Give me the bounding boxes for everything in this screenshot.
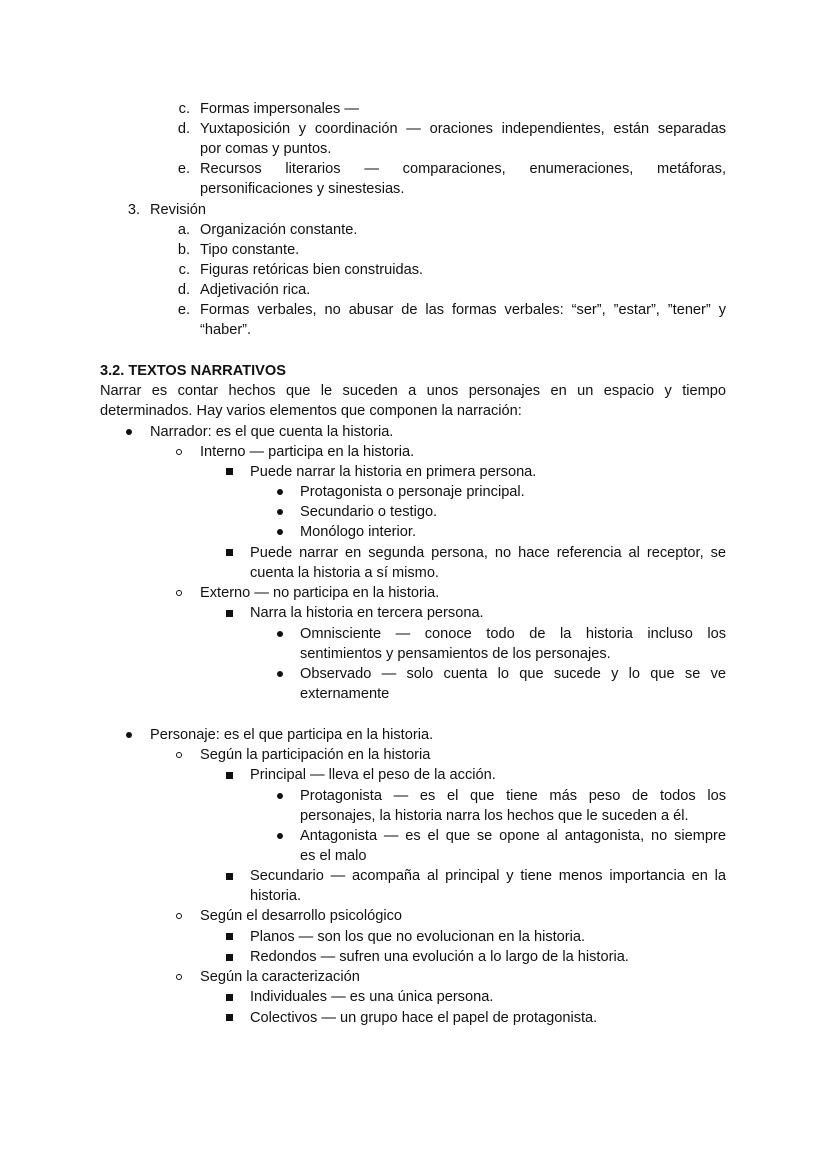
- list-marker: b.: [177, 242, 190, 258]
- list-item-externo: Externo — no participa en la historia.: [200, 585, 440, 601]
- list-item: Narra la historia en tercera persona.: [250, 605, 484, 621]
- list-item: Redondos — sufren una evolución a lo largo de la historia.: [250, 949, 629, 965]
- list-item: Organización constante.: [200, 222, 358, 238]
- list-item-continuation: sentimientos y pensamientos de los personajes.: [300, 646, 611, 662]
- list-item-continuation: “haber”.: [200, 322, 252, 338]
- list-item: Individuales — es una única persona.: [250, 989, 494, 1005]
- bullet-circle-icon: [176, 974, 182, 980]
- list-item: Omnisciente — conoce todo de la historia incluso los: [300, 626, 726, 642]
- list-item: Secundario — acompaña al principal y tiene menos importancia en la: [250, 868, 726, 884]
- bullet-square-icon: [226, 610, 233, 617]
- bullet-square-icon: [226, 549, 233, 556]
- bullet-square-icon: [226, 772, 233, 779]
- list-item: Secundario o testigo.: [300, 504, 438, 520]
- bullet-square-icon: [226, 954, 233, 961]
- list-item-revision: Revisión: [150, 202, 206, 218]
- list-item-interno: Interno — participa en la historia.: [200, 444, 415, 460]
- list-item: Tipo constante.: [200, 242, 300, 258]
- list-item: Puede narrar en segunda persona, no hace referencia al receptor, se: [250, 545, 726, 561]
- intro-paragraph-continuation: determinados. Hay varios elementos que componen la narración:: [100, 403, 522, 419]
- bullet-circle-icon: [176, 752, 182, 758]
- list-item: Planos — son los que no evolucionan en la historia.: [250, 929, 586, 945]
- list-marker: e.: [177, 302, 190, 318]
- bullet-square-icon: [226, 468, 233, 475]
- list-marker: 3.: [127, 202, 140, 218]
- list-marker: c.: [178, 101, 190, 117]
- bullet-dot-icon: [277, 489, 283, 495]
- bullet-dot-icon: [277, 529, 283, 535]
- bullet-dot-icon: [126, 732, 132, 738]
- intro-paragraph: Narrar es contar hechos que le suceden a unos personajes en un espacio y tiempo: [100, 383, 726, 399]
- list-marker: d.: [177, 121, 190, 137]
- list-item-continuation: personajes, la historia narra los hechos que le suceden a él.: [300, 808, 689, 824]
- list-item: Yuxtaposición y coordinación — oraciones independientes, están separadas: [200, 121, 726, 137]
- list-marker: a.: [177, 222, 190, 238]
- list-item: Colectivos — un grupo hace el papel de protagonista.: [250, 1010, 598, 1026]
- list-item: Figuras retóricas bien construidas.: [200, 262, 424, 278]
- list-item: Puede narrar la historia en primera persona.: [250, 464, 537, 480]
- list-item-continuation: es el malo: [300, 848, 367, 864]
- list-item-caracterizacion: Según la caracterización: [200, 969, 360, 985]
- list-item: Observado — solo cuenta lo que sucede y lo que se ve: [300, 666, 726, 682]
- bullet-dot-icon: [277, 671, 283, 677]
- list-item: Formas verbales, no abusar de las formas verbales: “ser”, ”estar”, ”tener” y: [200, 302, 726, 318]
- list-item-psicologico: Según el desarrollo psicológico: [200, 908, 403, 924]
- list-item-narrador: Narrador: es el que cuenta la historia.: [150, 424, 394, 440]
- list-item-continuation: externamente: [300, 686, 390, 702]
- bullet-circle-icon: [176, 913, 182, 919]
- list-item-continuation: personificaciones y sinestesias.: [200, 181, 405, 197]
- list-item-continuation: cuenta la historia a sí mismo.: [250, 565, 439, 581]
- list-item-continuation: por comas y puntos.: [200, 141, 332, 157]
- bullet-circle-icon: [176, 449, 182, 455]
- bullet-dot-icon: [277, 833, 283, 839]
- list-item: Monólogo interior.: [300, 524, 417, 540]
- list-item-continuation: historia.: [250, 888, 302, 904]
- bullet-circle-icon: [176, 590, 182, 596]
- list-item-participacion: Según la participación en la historia: [200, 747, 431, 763]
- list-item: Recursos literarios — comparaciones, enumeraciones, metáforas,: [200, 161, 726, 177]
- section-heading: 3.2. TEXTOS NARRATIVOS: [100, 363, 286, 379]
- list-item: Principal — lleva el peso de la acción.: [250, 767, 496, 783]
- bullet-square-icon: [226, 994, 233, 1001]
- list-marker: c.: [178, 262, 190, 278]
- bullet-dot-icon: [277, 509, 283, 515]
- bullet-dot-icon: [277, 631, 283, 637]
- list-item: Formas impersonales —: [200, 101, 359, 117]
- list-marker: e.: [177, 161, 190, 177]
- bullet-square-icon: [226, 873, 233, 880]
- bullet-square-icon: [226, 1014, 233, 1021]
- list-item: Adjetivación rica.: [200, 282, 311, 298]
- list-item-personaje: Personaje: es el que participa en la historia.: [150, 727, 434, 743]
- list-marker: d.: [177, 282, 190, 298]
- list-item: Antagonista — es el que se opone al antagonista, no siempre: [300, 828, 726, 844]
- bullet-dot-icon: [277, 793, 283, 799]
- list-item: Protagonista — es el que tiene más peso de todos los: [300, 788, 726, 804]
- bullet-dot-icon: [126, 429, 132, 435]
- bullet-square-icon: [226, 933, 233, 940]
- list-item: Protagonista o personaje principal.: [300, 484, 525, 500]
